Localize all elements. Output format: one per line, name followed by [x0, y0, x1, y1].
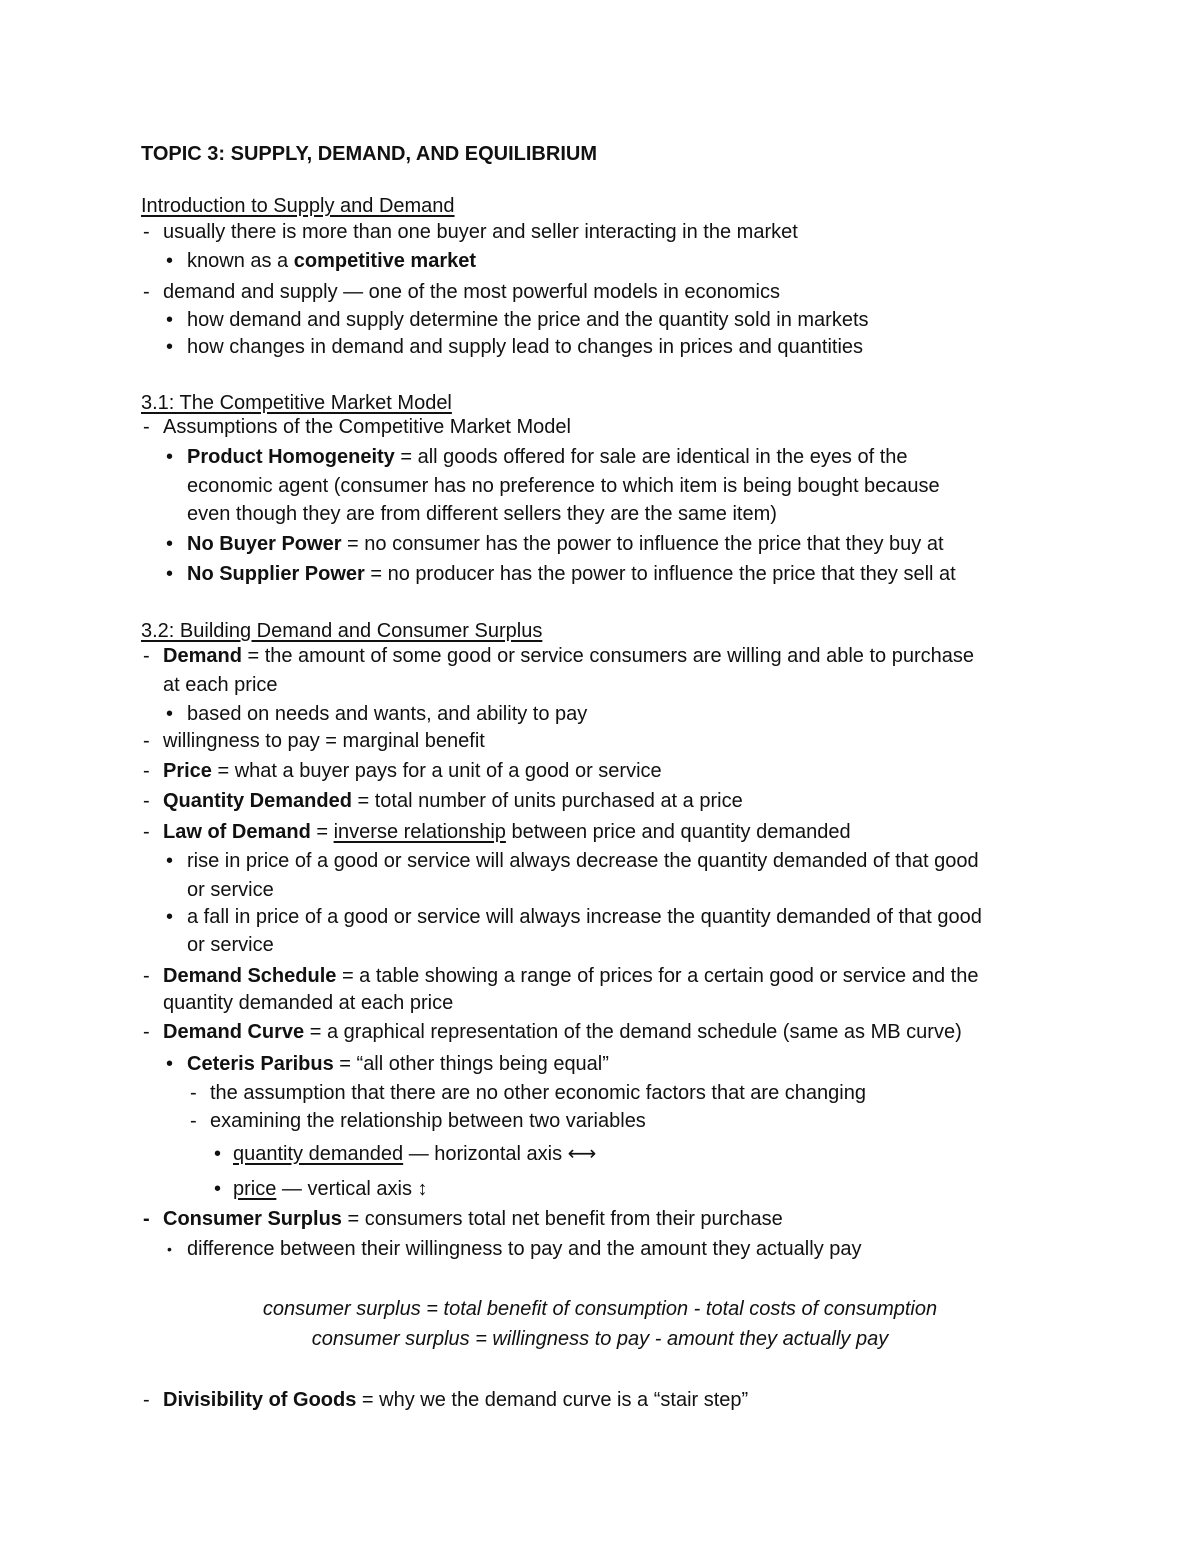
s32-willingness: willingness to pay = marginal benefit — [163, 730, 485, 752]
s32-law-bullet-1: rise in price of a good or service will always decrease the quantity demanded of that good — [187, 850, 979, 872]
s32-ceteris-paribus — [187, 1050, 609, 1078]
s32-demand — [163, 642, 974, 670]
s32-demand-schedule — [163, 962, 978, 990]
term: Ceteris Paribus — [187, 1053, 334, 1075]
s32-law-of-demand — [163, 818, 851, 846]
s32-law-bullet-2-cont: or service — [187, 934, 274, 956]
text: = all goods offered for sale are identical in the eyes of the — [394, 446, 908, 468]
dash-marker: - — [143, 1021, 150, 1043]
text: known as a — [187, 250, 294, 272]
formula-2: consumer surplus = willingness to pay - amount they actually pay — [311, 1328, 889, 1350]
text: — horizontal axis ⟷ — [403, 1143, 597, 1165]
s32-demand-bullet: based on needs and wants, and ability to pay — [187, 703, 588, 725]
intro-line-2: demand and supply — one of the most powerful models in economics — [163, 281, 781, 303]
dash-marker: - — [143, 645, 150, 667]
s32-demand-schedule-cont: quantity demanded at each price — [163, 992, 454, 1014]
bullet-marker: • — [166, 250, 174, 272]
text: = no consumer has the power to influence the price that they buy at — [341, 533, 944, 555]
section-heading-intro: Introduction to Supply and Demand — [141, 195, 455, 217]
text: = why we the demand curve is a “stair step” — [356, 1389, 749, 1411]
s32-price — [163, 757, 662, 785]
dash-marker: - — [143, 1208, 150, 1230]
bullet-marker: • — [166, 906, 174, 928]
text: = no producer has the power to influence the price that they sell at — [364, 563, 956, 585]
bullet-marker: • — [166, 563, 174, 585]
s32-axis-horizontal — [233, 1140, 596, 1168]
text: = a graphical representation of the demand schedule (same as MB curve) — [304, 1021, 962, 1043]
dash-marker: - — [190, 1110, 197, 1132]
s32-law-bullet-1-cont: or service — [187, 879, 274, 901]
underlined-text: inverse relationship — [333, 821, 506, 843]
term: Consumer Surplus — [163, 1208, 342, 1230]
dash-marker: - — [143, 281, 150, 303]
intro-line-1a — [187, 247, 476, 275]
bullet-marker: • — [166, 309, 174, 331]
document-title: TOPIC 3: SUPPLY, DEMAND, AND EQUILIBRIUM — [141, 143, 597, 165]
dash-marker: - — [143, 730, 150, 752]
s32-law-bullet-2: a fall in price of a good or service will always increase the quantity demanded of that good — [187, 906, 982, 928]
formula-1: consumer surplus = total benefit of consumption - total costs of consumption — [262, 1298, 938, 1320]
s32-quantity-demanded — [163, 787, 743, 815]
s32-demand-cont: at each price — [163, 674, 278, 696]
underlined-text: price — [233, 1178, 277, 1200]
text: — vertical axis ↕ — [276, 1178, 428, 1200]
s31-bullet-1-cont: economic agent (consumer has no preference to which item is being bought because — [187, 475, 940, 497]
s32-consumer-surplus-bullet: difference between their willingness to pay and the amount they actually pay — [187, 1238, 862, 1260]
term: Divisibility of Goods — [163, 1389, 357, 1411]
text: = total number of units purchased at a price — [351, 790, 743, 812]
text: = a table showing a range of prices for a certain good or service and the — [336, 965, 979, 987]
term: Quantity Demanded — [163, 790, 352, 812]
term: Law of Demand — [163, 821, 311, 843]
bullet-marker: • — [166, 446, 174, 468]
bullet-marker: • — [166, 1053, 174, 1075]
text: = — [310, 821, 334, 843]
intro-line-1: usually there is more than one buyer and seller interacting in the market — [163, 221, 798, 243]
text: between price and quantity demanded — [505, 821, 851, 843]
term: No Buyer Power — [187, 533, 342, 555]
bullet-marker: • — [214, 1178, 222, 1200]
s32-consumer-surplus — [163, 1205, 783, 1233]
dash-marker: - — [143, 1389, 150, 1411]
text: = the amount of some good or service consumers are willing and able to purchase — [241, 645, 974, 667]
term: competitive market — [293, 250, 477, 272]
term: Demand Schedule — [163, 965, 337, 987]
term: Demand — [163, 645, 242, 667]
text: = what a buyer pays for a unit of a good or service — [211, 760, 662, 782]
s32-axis-vertical — [233, 1175, 428, 1203]
intro-line-2b: how changes in demand and supply lead to changes in prices and quantities — [187, 336, 864, 358]
s32-divisibility — [163, 1386, 748, 1414]
dash-marker: - — [143, 760, 150, 782]
section-heading-3-2: 3.2: Building Demand and Consumer Surplus — [141, 620, 543, 642]
s31-bullet-2 — [187, 530, 944, 558]
s31-bullet-1 — [187, 443, 908, 471]
text: = consumers total net benefit from their purchase — [341, 1208, 783, 1230]
s31-bullet-3 — [187, 560, 956, 588]
bullet-marker: • — [166, 850, 174, 872]
bullet-marker: • — [167, 1241, 172, 1257]
intro-line-2a: how demand and supply determine the price and the quantity sold in markets — [187, 309, 869, 331]
dash-marker: - — [143, 790, 150, 812]
s32-ceteris-sub-1: the assumption that there are no other economic factors that are changing — [210, 1082, 866, 1104]
s32-demand-curve — [163, 1018, 962, 1046]
dash-marker: - — [190, 1082, 197, 1104]
section-heading-3-1: 3.1: The Competitive Market Model — [141, 392, 452, 414]
dash-marker: - — [143, 965, 150, 987]
s31-bullet-1-cont: even though they are from different sellers they are the same item) — [187, 503, 777, 525]
dash-marker: - — [143, 416, 150, 438]
s32-ceteris-sub-2: examining the relationship between two variables — [210, 1110, 646, 1132]
term: Product Homogeneity — [187, 446, 395, 468]
s31-line-1: Assumptions of the Competitive Market Model — [163, 416, 571, 438]
bullet-marker: • — [166, 533, 174, 555]
term: No Supplier Power — [187, 563, 365, 585]
bullet-marker: • — [166, 703, 174, 725]
dash-marker: - — [143, 221, 150, 243]
term: Demand Curve — [163, 1021, 305, 1043]
bullet-marker: • — [166, 336, 174, 358]
underlined-text: quantity demanded — [233, 1143, 404, 1165]
text: = “all other things being equal” — [333, 1053, 609, 1075]
dash-marker: - — [143, 821, 150, 843]
term: Price — [163, 760, 212, 782]
bullet-marker: • — [214, 1143, 222, 1165]
